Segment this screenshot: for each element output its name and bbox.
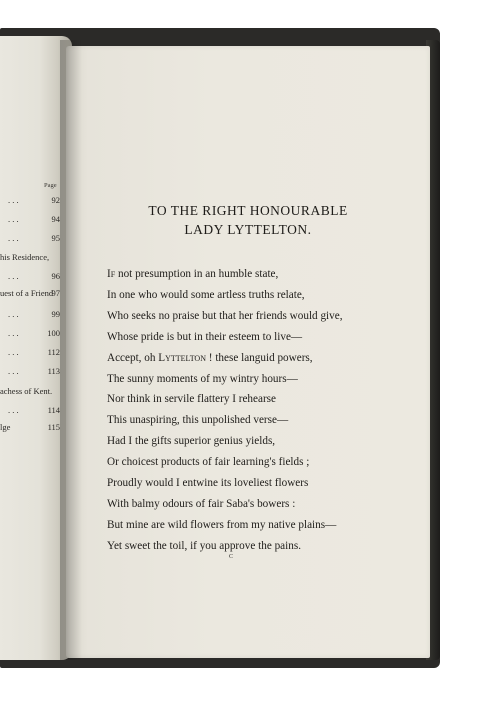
poem-line: [107, 373, 298, 385]
poem-line: [107, 540, 301, 552]
poem-line: [107, 393, 276, 405]
toc-entry-page-number: 94: [51, 214, 60, 224]
poem-line: [107, 414, 288, 426]
toc-entry-text: lge: [0, 422, 11, 432]
toc-entry-page-number: 97: [51, 288, 60, 298]
poem-line-text: Who seeks no praise but that her friends would give,: [107, 309, 343, 322]
toc-entry-text: uest of a Friend: [0, 288, 54, 298]
toc-entry-page-number: 99: [51, 309, 60, 319]
poem-line: [107, 498, 295, 510]
poem-line: [107, 331, 302, 343]
toc-entry-page-number: 115: [47, 422, 60, 432]
poem-line-text: Accept, oh: [107, 351, 159, 364]
signature-mark: c: [229, 550, 234, 560]
poem-line: [107, 477, 308, 489]
poem-line-rest: not presumption in an humble state,: [115, 268, 279, 280]
toc-entry: [0, 253, 66, 265]
toc-entry: [0, 234, 66, 246]
toc-entry: [0, 272, 66, 284]
toc-page-label: Page: [44, 182, 57, 189]
poem-line-text: Nor think in servile flattery I rehearse: [107, 393, 276, 406]
toc-entry: [0, 423, 66, 435]
toc-entry-page-number: 100: [47, 328, 60, 338]
toc-entry-text: . . .: [8, 347, 19, 357]
toc-entry-text: . . .: [8, 271, 19, 281]
poem-line: [107, 289, 305, 301]
toc-entry-text: . . .: [8, 214, 19, 224]
poem-line-name: Lyttelton: [158, 351, 206, 364]
poem-line-text: [107, 268, 278, 280]
poem-line: [107, 519, 336, 531]
toc-entry: [0, 367, 66, 379]
toc-entry-text: . . .: [8, 195, 19, 205]
toc-entry: [0, 406, 66, 418]
toc-entry: [0, 215, 66, 227]
toc-entry-page-number: 95: [51, 233, 60, 243]
left-page: [0, 36, 72, 660]
toc-entry-text: . . .: [8, 328, 19, 338]
dedication-title-line-2: LADY LYTTELTON.: [184, 222, 312, 237]
poem-line-text: Whose pride is but in their esteem to live—: [107, 330, 303, 343]
toc-entry-page-number: 96: [51, 271, 60, 281]
toc-entry-text: his Residence,: [0, 252, 50, 262]
toc-entry-text: . . .: [8, 366, 19, 376]
poem-line-text-tail: ! these languid powers,: [206, 351, 313, 364]
toc-entry-page-number: 92: [51, 195, 60, 205]
poem-line: [107, 310, 343, 322]
toc-entry: [0, 310, 66, 322]
toc-entry-text: . . .: [8, 405, 19, 415]
poem-line-text: Yet sweet the toil, if you approve the pains.: [107, 539, 301, 552]
poem-initial-word: If: [107, 268, 116, 280]
poem-line: [107, 435, 275, 447]
poem-line-text: With balmy odours of fair Saba's bowers :: [107, 497, 296, 510]
poem-line-text: This unaspiring, this unpolished verse—: [107, 414, 289, 427]
toc-entry: [0, 387, 66, 399]
poem-line-text: Or choicest products of fair learning's fields ;: [107, 456, 310, 469]
poem-line: [107, 352, 313, 364]
toc-entry-page-number: 114: [47, 405, 60, 415]
poem-line-text: The sunny moments of my wintry hours—: [107, 372, 298, 385]
toc-entry-text: . . .: [8, 309, 19, 319]
toc-entry-page-number: 112: [47, 347, 60, 357]
poem-line-text: Had I the gifts superior genius yields,: [107, 435, 276, 448]
toc-entry: [0, 289, 66, 301]
toc-entry-page-number: 113: [47, 366, 60, 376]
poem-line: [107, 268, 278, 280]
poem-line-text: But mine are wild flowers from my native plains—: [107, 518, 337, 531]
toc-entry: [0, 348, 66, 360]
toc-entry-text: achess of Kent.: [0, 386, 53, 396]
dedication-title-line-1: TO THE RIGHT HONOURABLE: [148, 203, 348, 218]
toc-entry-text: . . .: [8, 233, 19, 243]
poem-line-text: In one who would some artless truths relate,: [107, 288, 305, 301]
poem-line: [107, 456, 309, 468]
poem-line-text: Proudly would I entwine its loveliest flowers: [107, 477, 309, 489]
toc-entry: [0, 329, 66, 341]
toc-entry: [0, 196, 66, 208]
